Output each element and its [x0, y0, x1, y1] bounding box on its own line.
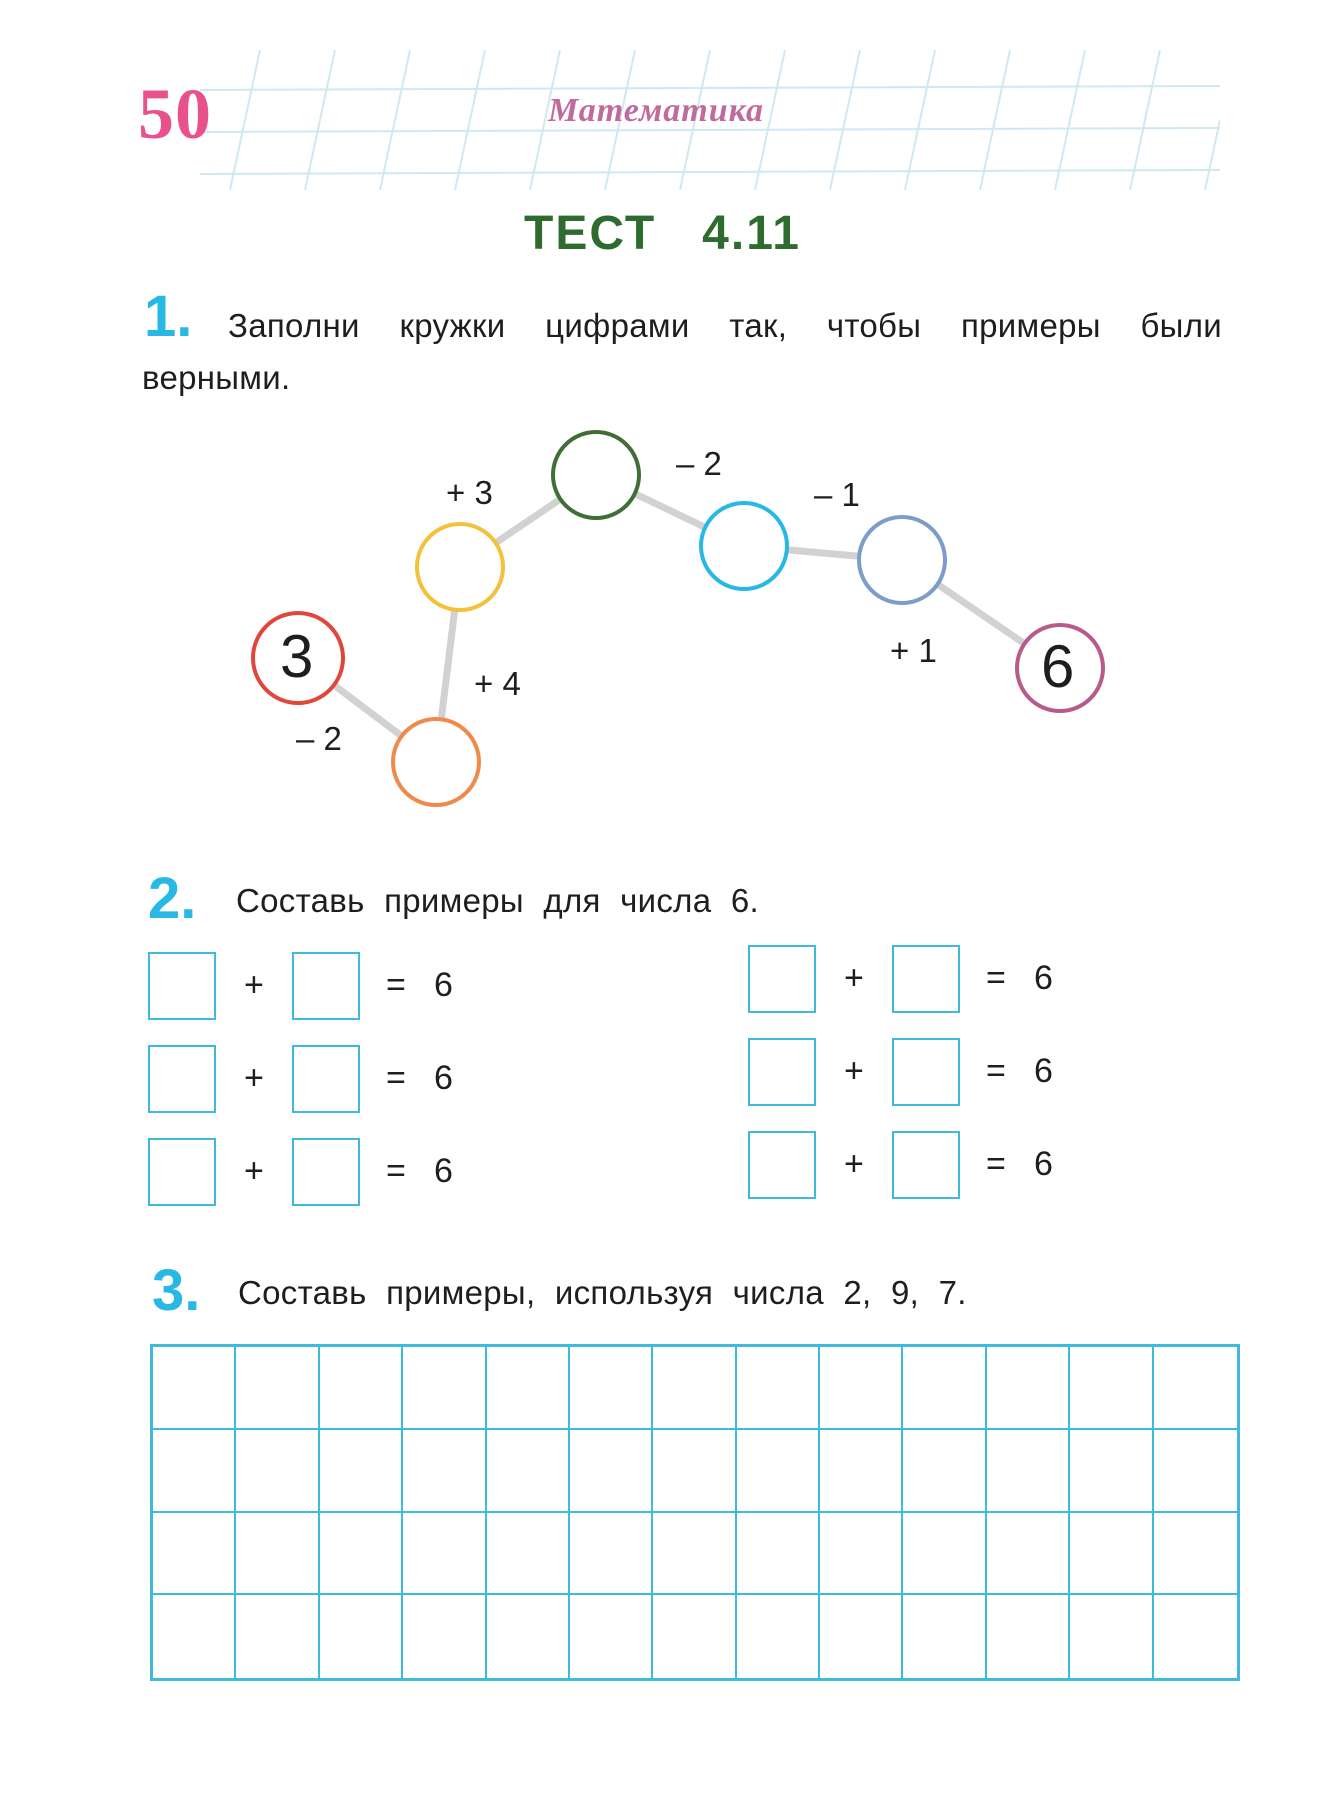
grid-cell[interactable] [236, 1513, 319, 1596]
grid-cell[interactable] [737, 1347, 820, 1430]
subject-title: Математика [548, 92, 765, 129]
equals-sign: = [986, 1052, 1006, 1090]
answer-box[interactable] [148, 1138, 216, 1206]
grid-cell[interactable] [153, 1430, 236, 1513]
answer-circle-4[interactable] [701, 503, 787, 589]
grid-cell[interactable] [236, 1595, 319, 1678]
equals-sign: = [986, 959, 1006, 997]
result-value: 6 [1034, 1145, 1053, 1183]
grid-cell[interactable] [570, 1347, 653, 1430]
result-value: 6 [434, 1059, 453, 1097]
grid-cell[interactable] [1070, 1595, 1153, 1678]
grid-cell[interactable] [487, 1595, 570, 1678]
grid-cell[interactable] [403, 1595, 486, 1678]
answer-box[interactable] [148, 1045, 216, 1113]
task-1-diagram [0, 400, 1325, 840]
grid-cell[interactable] [1154, 1430, 1237, 1513]
equals-sign: = [386, 1152, 406, 1190]
test-title: ТЕСТ 4.11 [524, 207, 801, 260]
plus-sign: + [844, 1052, 864, 1090]
plus-sign: + [244, 1059, 264, 1097]
grid-cell[interactable] [820, 1347, 903, 1430]
grid-cell[interactable] [236, 1347, 319, 1430]
plus-sign: + [844, 1145, 864, 1183]
answer-box[interactable] [892, 1131, 960, 1199]
grid-cell[interactable] [820, 1595, 903, 1678]
operation-minus-1: – 1 [814, 476, 860, 513]
grid-cell[interactable] [320, 1430, 403, 1513]
grid-cell[interactable] [320, 1513, 403, 1596]
answer-circle-2[interactable] [417, 524, 503, 610]
answer-box[interactable] [748, 1131, 816, 1199]
task-3-text: Составь примеры, используя числа 2, 9, 7. [238, 1274, 967, 1311]
result-value: 6 [434, 1152, 453, 1190]
grid-cell[interactable] [737, 1430, 820, 1513]
grid-cell[interactable] [153, 1513, 236, 1596]
grid-cell[interactable] [1154, 1347, 1237, 1430]
answer-circle-3[interactable] [553, 432, 639, 518]
grid-cell[interactable] [903, 1347, 986, 1430]
end-value: 6 [1041, 633, 1075, 700]
grid-cell[interactable] [987, 1430, 1070, 1513]
grid-cell[interactable] [820, 1513, 903, 1596]
equals-sign: = [386, 1059, 406, 1097]
plus-sign: + [844, 959, 864, 997]
grid-cell[interactable] [320, 1347, 403, 1430]
answer-box[interactable] [892, 1038, 960, 1106]
grid-cell[interactable] [570, 1513, 653, 1596]
plus-sign: + [244, 966, 264, 1004]
answer-box[interactable] [148, 952, 216, 1020]
grid-cell[interactable] [320, 1595, 403, 1678]
result-value: 6 [1034, 1052, 1053, 1090]
grid-cell[interactable] [403, 1430, 486, 1513]
grid-cell[interactable] [487, 1430, 570, 1513]
grid-cell[interactable] [653, 1430, 736, 1513]
start-value: 3 [280, 623, 314, 690]
grid-cell[interactable] [737, 1595, 820, 1678]
grid-cell[interactable] [1070, 1430, 1153, 1513]
equals-sign: = [386, 966, 406, 1004]
answer-box[interactable] [748, 1038, 816, 1106]
grid-cell[interactable] [1070, 1347, 1153, 1430]
grid-cell[interactable] [487, 1347, 570, 1430]
grid-cell[interactable] [987, 1513, 1070, 1596]
page-number: 50 [138, 74, 212, 154]
operation-minus-2-a: – 2 [296, 720, 342, 757]
grid-cell[interactable] [153, 1347, 236, 1430]
result-value: 6 [434, 966, 453, 1004]
grid-cell[interactable] [987, 1595, 1070, 1678]
task-2-number: 2. [148, 866, 197, 931]
diagram-links [298, 475, 1060, 762]
grid-cell[interactable] [903, 1595, 986, 1678]
operation-plus-1: + 1 [890, 632, 937, 669]
grid-cell[interactable] [570, 1595, 653, 1678]
grid-cell[interactable] [403, 1513, 486, 1596]
grid-cell[interactable] [1070, 1513, 1153, 1596]
equals-sign: = [986, 1145, 1006, 1183]
grid-cell[interactable] [570, 1430, 653, 1513]
plus-sign: + [244, 1152, 264, 1190]
grid-cell[interactable] [653, 1595, 736, 1678]
grid-cell[interactable] [737, 1513, 820, 1596]
grid-cell[interactable] [153, 1595, 236, 1678]
answer-box[interactable] [292, 1045, 360, 1113]
answer-box[interactable] [892, 945, 960, 1013]
answer-box[interactable] [292, 1138, 360, 1206]
operation-plus-4: + 4 [474, 665, 521, 702]
grid-cell[interactable] [653, 1347, 736, 1430]
grid-cell[interactable] [903, 1430, 986, 1513]
grid-cell[interactable] [820, 1430, 903, 1513]
answer-circle-5[interactable] [859, 517, 945, 603]
answer-circle-1[interactable] [393, 719, 479, 805]
operation-plus-3: + 3 [446, 474, 493, 511]
answer-box[interactable] [748, 945, 816, 1013]
grid-cell[interactable] [403, 1347, 486, 1430]
result-value: 6 [1034, 959, 1053, 997]
grid-cell[interactable] [1154, 1595, 1237, 1678]
answer-grid[interactable] [150, 1344, 1240, 1681]
operation-minus-2-b: – 2 [676, 445, 722, 482]
task-1-text: Заполни кружки цифрами так, чтобы примеры были верными. [142, 307, 1222, 396]
grid-cell[interactable] [903, 1513, 986, 1596]
grid-cell[interactable] [487, 1513, 570, 1596]
task-1-number: 1. [144, 284, 193, 349]
grid-cell[interactable] [236, 1430, 319, 1513]
grid-cell[interactable] [653, 1513, 736, 1596]
task-2-text: Составь примеры для числа 6. [236, 882, 759, 919]
grid-cell[interactable] [1154, 1513, 1237, 1596]
task-3-number: 3. [152, 1258, 201, 1323]
grid-cell[interactable] [987, 1347, 1070, 1430]
answer-box[interactable] [292, 952, 360, 1020]
